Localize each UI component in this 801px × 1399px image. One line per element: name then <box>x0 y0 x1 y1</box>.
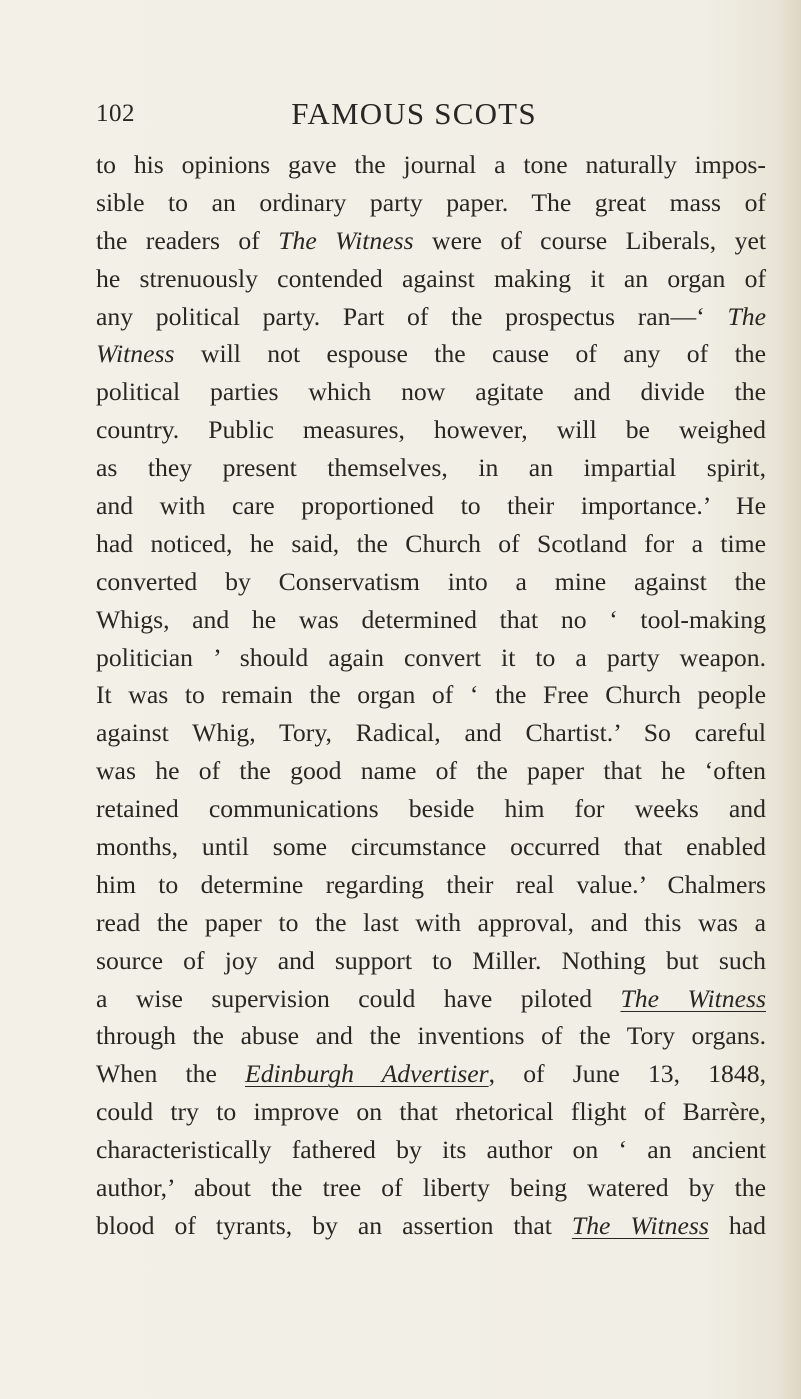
page-header <box>96 94 732 134</box>
text-line: read the paper to the last with approval, and this was a <box>96 907 766 937</box>
text-line: politician ’ should again convert it to a party weapon. <box>96 642 766 672</box>
text-line: When the Edinburgh Advertiser, of June 13, 1848, <box>96 1059 766 1089</box>
text-line: retained communications beside him for weeks and <box>96 794 766 824</box>
text-line: source of joy and support to Miller. Nothing but such <box>96 945 766 975</box>
page-number: 102 <box>96 100 135 127</box>
text-line: he strenuously contended against making it an organ of <box>96 263 766 293</box>
text-line: had noticed, he said, the Church of Scotland for a time <box>96 528 766 558</box>
text-line: Witness will not espouse the cause of any of the <box>96 339 766 369</box>
text-line: country. Public measures, however, will be weighed <box>96 415 766 445</box>
italic-title: The Witness <box>620 983 766 1013</box>
text-line: the readers of The Witness were of course Liberals, yet <box>96 225 767 255</box>
italic-title: Edinburgh Advertiser <box>245 1059 489 1089</box>
text-line: blood of tyrants, by an assertion that The Witness had <box>96 1210 766 1240</box>
text-line: against Whig, Tory, Radical, and Chartist.’ So careful <box>96 718 766 748</box>
text-line: as they present themselves, in an impartial spirit, <box>96 453 766 483</box>
text-line: Whigs, and he was determined that no ‘ tool-making <box>96 604 766 634</box>
text-line: could try to improve on that rhetorical flight of Barrère, <box>96 1097 766 1127</box>
text-line: was he of the good name of the paper that he ‘often <box>96 756 766 786</box>
text-line: him to determine regarding their real value.’ Chalmers <box>96 869 766 899</box>
text-line: characteristically fathered by its author on ‘ an ancient <box>96 1135 766 1165</box>
text-line: through the abuse and the inventions of the Tory organs. <box>96 1021 766 1051</box>
text-line: any political party. Part of the prospectus ran—‘ The <box>96 301 766 331</box>
italic-title: The Witness <box>278 225 414 255</box>
italic-title: The Witness <box>571 1210 709 1240</box>
body-text <box>96 146 766 1245</box>
text-line: and with care proportioned to their importance.’ He <box>96 491 766 521</box>
text-line: a wise supervision could have piloted The Witness <box>96 983 766 1013</box>
text-line: to his opinions gave the journal a tone naturally impos- <box>96 150 766 179</box>
text-line: political parties which now agitate and divide the <box>96 377 766 407</box>
italic-title: Witness <box>96 339 175 369</box>
text-line: author,’ about the tree of liberty being watered by the <box>96 1173 766 1203</box>
text-line: months, until some circumstance occurred that enabled <box>96 832 766 862</box>
text-line: converted by Conservatism into a mine against the <box>96 566 766 596</box>
italic-title: The <box>727 301 766 331</box>
text-line: sible to an ordinary party paper. The great mass of <box>96 187 766 217</box>
running-title: FAMOUS SCOTS <box>291 96 537 131</box>
text-line: It was to remain the organ of ‘ the Free Church people <box>96 680 766 710</box>
